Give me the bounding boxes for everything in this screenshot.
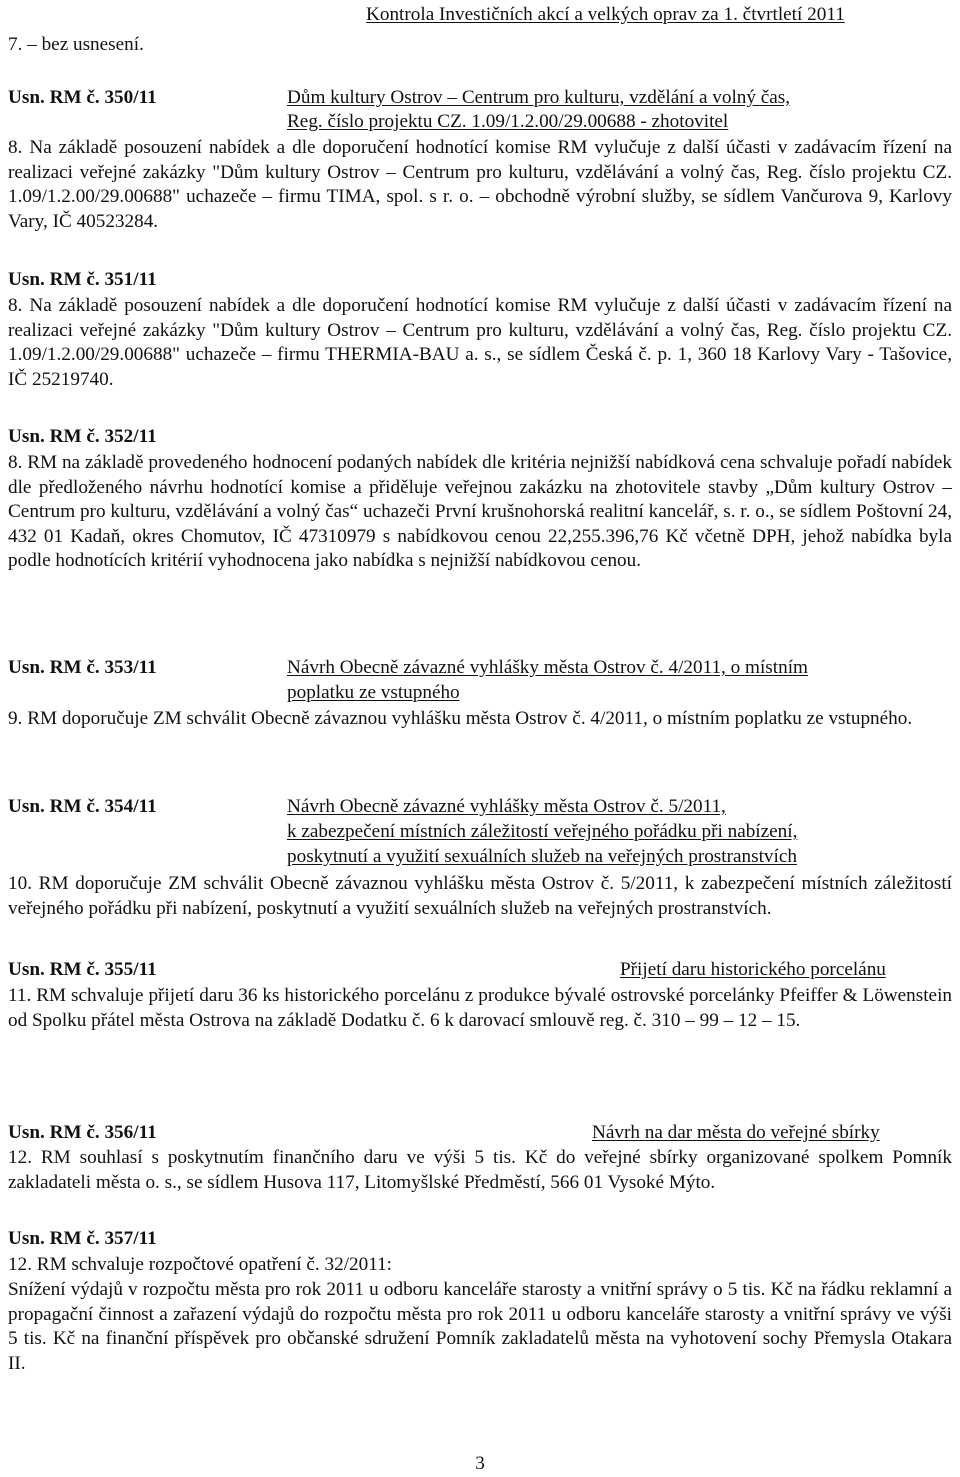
- resolution-357-intro: 12. RM schvaluje rozpočtové opatření č. 32/2011:: [8, 1254, 393, 1275]
- resolution-text-357: Snížení výdajů v rozpočtu města pro rok 2011 u odboru kanceláře starosty a vnitřní správy o 5 tis. Kč na řádku reklamní a propagační činnost a zařazení výdajů do rozpočtu města pro rok 2011 u odboru kanceláře starosty a vnitřní správy ve výši 5 tis. Kč na finanční příspěvek pro občanské sdružení Pomník zakladatelů města na vyhotovení sochy Přemysla Otakara II.: [8, 1279, 952, 1374]
- resolution-title-353-line2: poplatku ze vstupného: [287, 682, 460, 703]
- resolution-title-354-line3: poskytnutí a využití sexuálních služeb na veřejných prostranstvích: [287, 846, 797, 867]
- section-title: Kontrola Investičních akcí a velkých oprav za 1. čtvrtletí 2011: [366, 4, 845, 25]
- resolution-title-350-line2: Reg. číslo projektu CZ. 1.09/1.2.00/29.00688 - zhotovitel: [287, 111, 729, 132]
- resolution-title-356: Návrh na dar města do veřejné sbírky: [592, 1122, 880, 1143]
- resolution-number-351: Usn. RM č. 351/11: [8, 269, 157, 290]
- resolution-title-354-line1: Návrh Obecně závazné vyhlášky města Ostrov č. 5/2011,: [287, 796, 726, 817]
- resolution-number-356: Usn. RM č. 356/11: [8, 1122, 157, 1143]
- resolution-title-350-line1: Dům kultury Ostrov – Centrum pro kulturu, vzdělání a volný čas,: [287, 87, 791, 108]
- resolution-title-354-line2: k zabezpečení místních záležitostí veřejného pořádku při nabízení,: [287, 821, 798, 842]
- resolution-number-357: Usn. RM č. 357/11: [8, 1228, 157, 1249]
- resolution-title-353-line1: Návrh Obecně závazné vyhlášky města Ostrov č. 4/2011, o místním: [287, 657, 808, 678]
- resolution-number-354: Usn. RM č. 354/11: [8, 796, 157, 817]
- resolution-text-351: 8. Na základě posouzení nabídek a dle doporučení hodnotící komise RM vylučuje z další účasti v zadávacím řízení na realizaci veřejné zakázky "Dům kultury Ostrov – Centrum pro kulturu, vzdělávání a volný čas, Reg. číslo projektu CZ. 1.09/1.2.00/29.00688" uchazeče – firmu THERMIA-BAU a. s., se sídlem Česká č. p. 1, 360 18 Karlovy Vary - Tašovice, IČ 25219740.: [8, 295, 952, 390]
- resolution-title-355: Přijetí daru historického porcelánu: [620, 959, 886, 980]
- resolution-text-355: 11. RM schvaluje přijetí daru 36 ks historického porcelánu z produkce bývalé ostrovské porcelánky Pfeiffer & Löwenstein od Spolku přátel města Ostrova na základě Dodatku č. 6 k darovací smlouvě reg. č. 310 – 99 – 12 – 15.: [8, 985, 952, 1031]
- resolution-text-352: 8. RM na základě provedeného hodnocení podaných nabídek dle kritéria nejnižší nabídková cena schvaluje pořadí nabídek dle předloženého návrhu hodnotící komise a přiděluje veřejnou zakázku na zhotovitele stavby „Dům kultury Ostrov – Centrum pro kulturu, vzdělávání a volný čas“ uchazeči První krušnohorská realitní kancelář, s. r. o., se sídlem Poštovní 24, 432 01 Kadaň, okres Chomutov, IČ 47310979 s nabídkovou cenou 22,255.396,76 Kč včetně DPH, jehož nabídka byla podle hodnotících kritérií vyhodnocena jako nabídka s nejnižší nabídkovou cenou.: [8, 452, 952, 572]
- resolution-number-350: Usn. RM č. 350/11: [8, 87, 157, 108]
- resolution-text-353: 9. RM doporučuje ZM schválit Obecně závaznou vyhlášku města Ostrov č. 4/2011, o místním poplatku ze vstupného.: [8, 708, 913, 729]
- resolution-number-352: Usn. RM č. 352/11: [8, 426, 157, 447]
- resolution-number-355: Usn. RM č. 355/11: [8, 959, 157, 980]
- page-number: 3: [475, 1453, 485, 1474]
- resolution-text-350: 8. Na základě posouzení nabídek a dle doporučení hodnotící komise RM vylučuje z další účasti v zadávacím řízení na realizaci veřejné zakázky "Dům kultury Ostrov – Centrum pro kulturu, vzdělávání a volný čas, Reg. číslo projektu CZ. 1.09/1.2.00/29.00688" uchazeče – firmu TIMA, spol. s r. o. – obchodně výrobní služby, se sídlem Vančurova 9, Karlovy Vary, IČ 40523284.: [8, 137, 952, 232]
- resolution-text-356: 12. RM souhlasí s poskytnutím finančního daru ve výši 5 tis. Kč do veřejné sbírky organizované spolkem Pomník zakladateli města o. s., se sídlem Husova 117, Litomyšlské Předměstí, 566 01 Vysoké Mýto.: [8, 1147, 952, 1193]
- resolution-number-353: Usn. RM č. 353/11: [8, 657, 157, 678]
- prev-resolution-note: 7. – bez usnesení.: [8, 34, 144, 55]
- resolution-text-354: 10. RM doporučuje ZM schválit Obecně závaznou vyhlášku města Ostrov č. 5/2011, k zabezpečení místních záležitostí veřejného pořádku při nabízení, poskytnutí a využití sexuálních služeb na veřejných prostranstvích.: [8, 873, 952, 919]
